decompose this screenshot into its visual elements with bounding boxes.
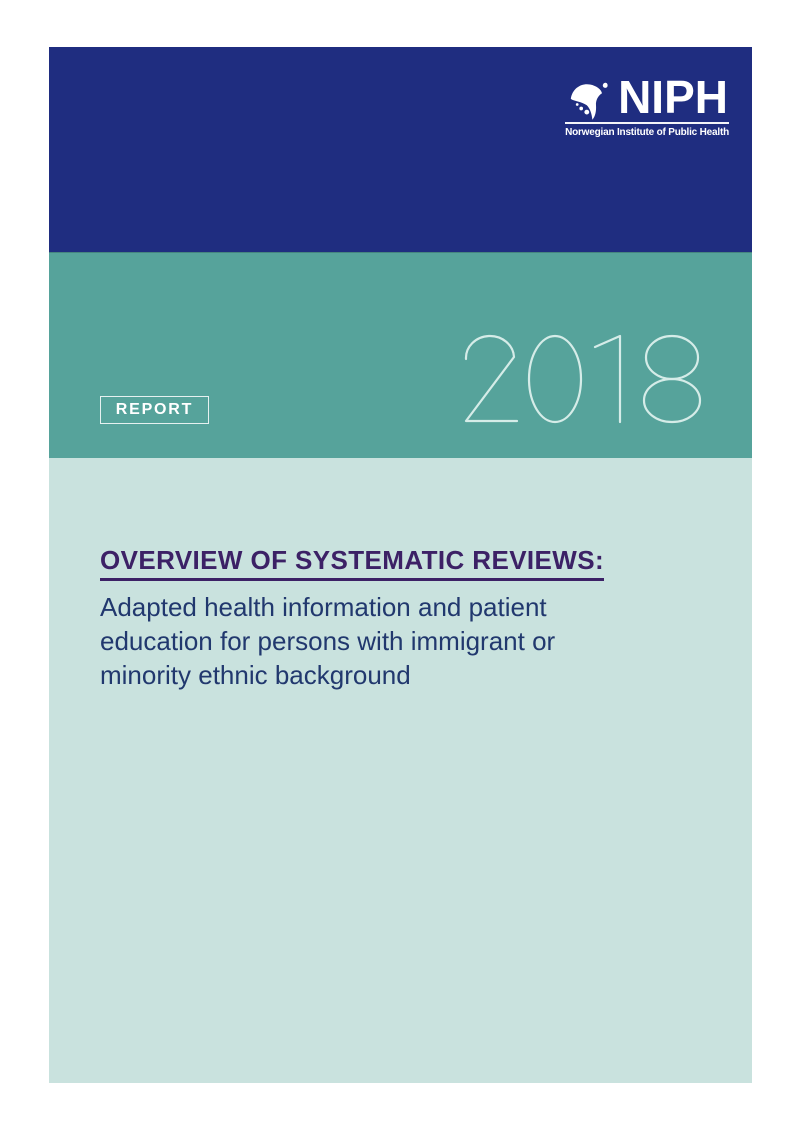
- logo-acronym: NIPH: [618, 71, 728, 123]
- cover-area: [49, 47, 752, 1083]
- niph-logo-row: [565, 71, 729, 123]
- report-subtitle: [100, 590, 555, 692]
- subtitle-line-2: education for persons with immigrant or: [100, 626, 556, 656]
- year-2018-figure: [463, 332, 703, 426]
- report-badge-label: REPORT: [115, 401, 194, 418]
- report-badge: [100, 396, 209, 424]
- niph-swoosh-icon: [566, 78, 614, 123]
- report-title: [100, 545, 604, 581]
- year-digits-graphic: [463, 332, 703, 426]
- niph-logo: [565, 71, 729, 140]
- report-title-text: OVERVIEW OF SYSTEMATIC REVIEWS:: [100, 545, 604, 581]
- subtitle-line-3: minority ethnic background: [100, 660, 411, 690]
- logo-tagline: Norwegian Institute of Public Health: [565, 122, 729, 138]
- subtitle-line-1: Adapted health information and patient: [100, 592, 547, 622]
